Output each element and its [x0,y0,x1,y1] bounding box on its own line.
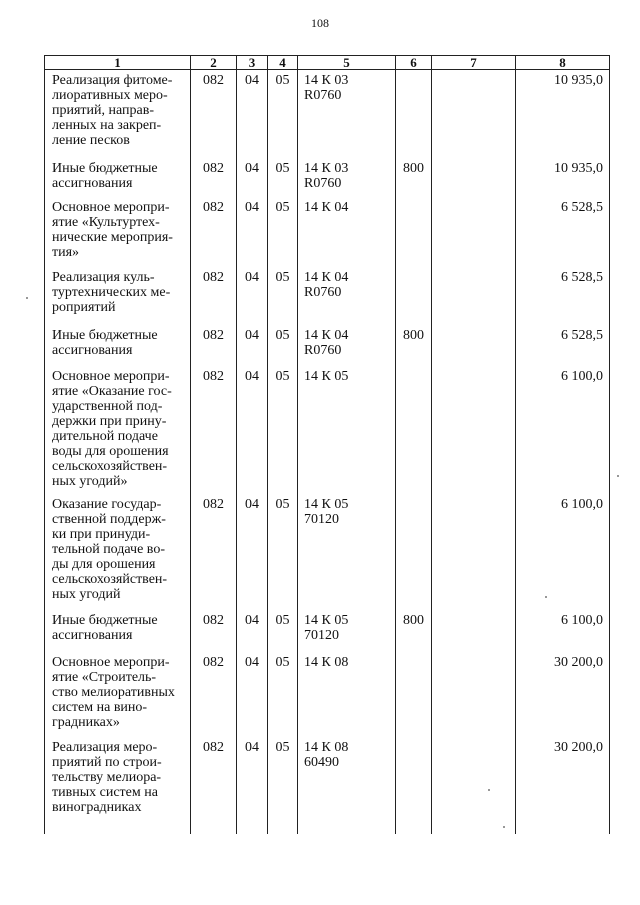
row-section-code: 04 [237,652,268,737]
row-admin-code: 082 [191,494,237,610]
row-expense-type [396,737,432,834]
header-col-5: 5 [298,56,396,70]
row-amount: 30 200,0 [516,737,610,834]
row-col7 [432,70,516,159]
scan-speck [26,297,28,299]
row-target-code: 14 К 04 R0760 [298,267,396,325]
table-row [45,267,610,325]
row-name: Реализация меро- приятий по строи- тельству мелиора- тивных систем на виноградниках [45,737,191,834]
row-subsection-code: 05 [268,652,298,737]
scan-speck [617,475,619,477]
row-target-code: 14 К 03 R0760 [298,70,396,159]
row-amount: 10 935,0 [516,70,610,159]
row-col7 [432,366,516,494]
page-number: 108 [311,16,329,30]
row-name: Иные бюджетные ассигнования [45,158,191,197]
table-row [45,325,610,366]
row-target-code: 14 К 05 70120 [298,610,396,652]
row-admin-code: 082 [191,652,237,737]
row-section-code: 04 [237,494,268,610]
row-col7 [432,267,516,325]
row-section-code: 04 [237,267,268,325]
header-col-6: 6 [396,56,432,70]
row-section-code: 04 [237,325,268,366]
row-subsection-code: 05 [268,70,298,159]
row-name: Иные бюджетные ассигнования [45,610,191,652]
row-name: Реализация фитоме- лиоративных меро- приятий, направ- ленных на закреп- ление песков [45,70,191,159]
header-col-7: 7 [432,56,516,70]
header-col-2: 2 [191,56,237,70]
scan-speck [545,596,547,598]
row-col7 [432,158,516,197]
row-target-code: 14 К 04 R0760 [298,325,396,366]
row-admin-code: 082 [191,325,237,366]
table-row [45,737,610,834]
row-expense-type [396,652,432,737]
row-target-code: 14 К 05 70120 [298,494,396,610]
row-amount: 6 100,0 [516,494,610,610]
row-target-code: 14 К 08 60490 [298,737,396,834]
budget-table [44,55,610,834]
row-section-code: 04 [237,197,268,267]
row-amount: 6 100,0 [516,610,610,652]
row-expense-type [396,267,432,325]
row-target-code: 14 К 04 [298,197,396,267]
row-section-code: 04 [237,737,268,834]
row-amount: 6 528,5 [516,325,610,366]
row-amount: 6 528,5 [516,197,610,267]
row-section-code: 04 [237,158,268,197]
header-col-1: 1 [45,56,191,70]
row-expense-type: 800 [396,158,432,197]
header-col-4: 4 [268,56,298,70]
row-subsection-code: 05 [268,494,298,610]
row-amount: 6 528,5 [516,267,610,325]
row-name: Основное меропри- ятие «Строитель- ство мелиоративных систем на вино- градниках» [45,652,191,737]
row-name: Основное меропри- ятие «Культуртех- нические мероприя- тия» [45,197,191,267]
table-header [45,56,610,70]
row-section-code: 04 [237,610,268,652]
row-subsection-code: 05 [268,366,298,494]
scan-speck [488,789,490,791]
row-admin-code: 082 [191,366,237,494]
row-section-code: 04 [237,70,268,159]
row-subsection-code: 05 [268,267,298,325]
row-col7 [432,610,516,652]
row-admin-code: 082 [191,158,237,197]
header-row [45,56,610,70]
row-name: Реализация куль- туртехнических ме- роприятий [45,267,191,325]
table-row [45,652,610,737]
scan-speck [503,826,505,828]
row-col7 [432,737,516,834]
row-name: Основное меропри- ятие «Оказание гос- ударственной под- держки при прину- дительной подаче воды для орошения сельскохозяйствен- ных угодий» [45,366,191,494]
row-admin-code: 082 [191,267,237,325]
table-row [45,158,610,197]
row-admin-code: 082 [191,70,237,159]
row-col7 [432,652,516,737]
row-amount: 30 200,0 [516,652,610,737]
table-row [45,494,610,610]
row-target-code: 14 К 03 R0760 [298,158,396,197]
row-section-code: 04 [237,366,268,494]
row-subsection-code: 05 [268,610,298,652]
row-expense-type [396,70,432,159]
row-subsection-code: 05 [268,325,298,366]
table-row [45,366,610,494]
row-subsection-code: 05 [268,737,298,834]
table-row [45,70,610,159]
table-row [45,197,610,267]
row-col7 [432,325,516,366]
row-col7 [432,494,516,610]
row-admin-code: 082 [191,737,237,834]
table-row [45,610,610,652]
row-col7 [432,197,516,267]
row-name: Иные бюджетные ассигнования [45,325,191,366]
row-expense-type: 800 [396,610,432,652]
row-subsection-code: 05 [268,197,298,267]
header-col-8: 8 [516,56,610,70]
row-expense-type [396,197,432,267]
header-col-3: 3 [237,56,268,70]
row-target-code: 14 К 08 [298,652,396,737]
row-expense-type [396,494,432,610]
row-admin-code: 082 [191,197,237,267]
row-admin-code: 082 [191,610,237,652]
row-amount: 6 100,0 [516,366,610,494]
table-body [45,70,610,835]
row-target-code: 14 К 05 [298,366,396,494]
row-subsection-code: 05 [268,158,298,197]
row-expense-type [396,366,432,494]
row-name: Оказание государ- ственной поддерж- ки при принуди- тельной подаче во- ды для орошения сельскохозяйствен- ных угодий [45,494,191,610]
row-amount: 10 935,0 [516,158,610,197]
row-expense-type: 800 [396,325,432,366]
